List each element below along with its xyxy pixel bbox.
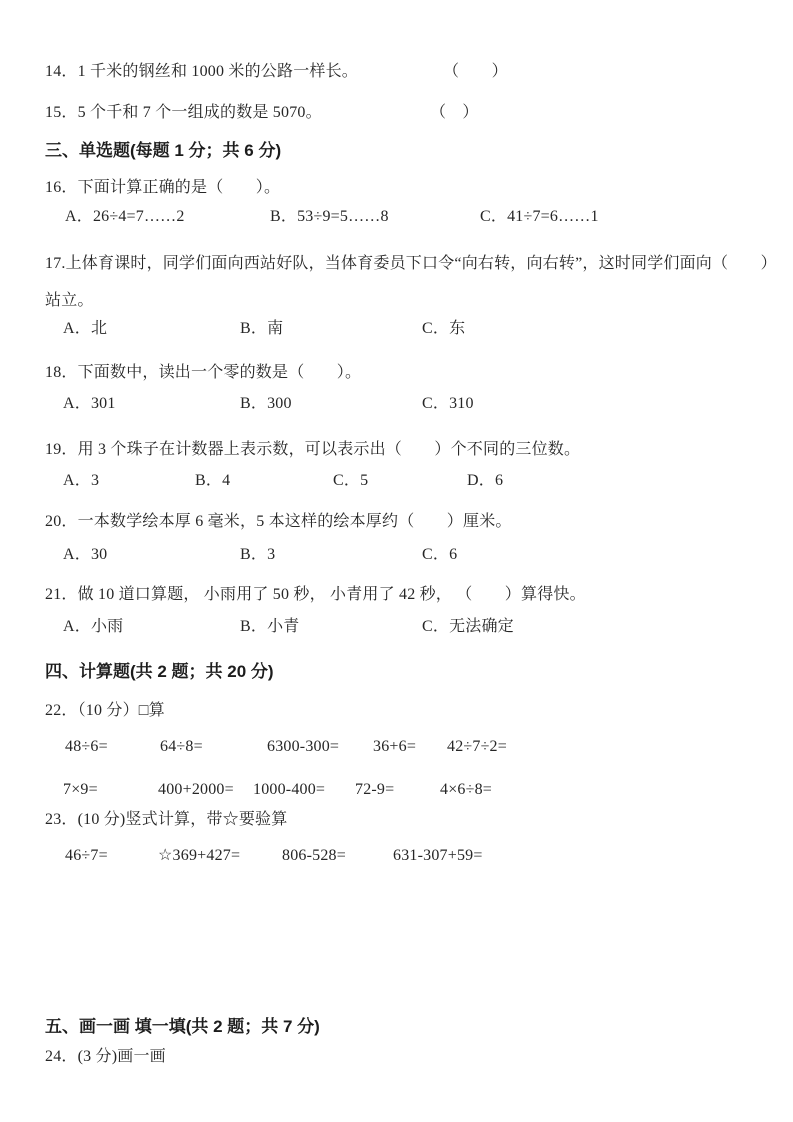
question-17-option-c: C．东 (422, 320, 466, 337)
question-16-text: 16．下面计算正确的是（ ）。 (45, 179, 281, 196)
question-18-option-c: C．310 (422, 395, 474, 412)
question-23-item-3: 806-528= (282, 847, 346, 864)
question-22-item-5: 42÷7÷2= (447, 738, 507, 755)
section-5-header: 五、画一画 填一填(共 2 题；共 7 分) (45, 1017, 320, 1036)
question-20-option-c: C．6 (422, 546, 458, 563)
question-22-text: 22．（10 分）□算 (45, 702, 165, 719)
question-22-item-1: 48÷6= (65, 738, 108, 755)
question-22-item-8: 1000-400= (253, 781, 326, 798)
question-17-option-b: B．南 (240, 320, 284, 337)
question-19-text: 19．用 3 个珠子在计数器上表示数，可以表示出（ ）个不同的三位数。 (45, 441, 581, 458)
question-22-item-9: 72-9= (355, 781, 395, 798)
question-21-text: 21．做 10 道口算题， 小雨用了 50 秒， 小青用了 42 秒， （ ）算得快。 (45, 586, 586, 603)
question-21-option-c: C．无法确定 (422, 618, 514, 635)
question-16-option-b: B．53÷9=5……8 (270, 208, 389, 225)
question-15-text: 15．5 个千和 7 个一组成的数是 5070。 (45, 104, 322, 121)
question-22-item-2: 64÷8= (160, 738, 203, 755)
question-23-text: 23．(10 分)竖式计算，带☆要验算 (45, 811, 288, 828)
question-22-item-10: 4×6÷8= (440, 781, 493, 798)
question-19-option-a: A．3 (63, 472, 100, 489)
question-23-item-4: 631-307+59= (393, 847, 483, 864)
question-17-text: 17.上体育课时，同学们面向西站好队，当体育委员下口令“向右转，向右转”，这时同学们面向（ ） (45, 255, 777, 272)
question-22-item-3: 6300-300= (267, 738, 340, 755)
question-16-option-c: C．41÷7=6……1 (480, 208, 599, 225)
question-14-answer-blank: （ ） (443, 63, 508, 80)
question-20-text: 20．一本数学绘本厚 6 毫米，5 本这样的绘本厚约（ ）厘米。 (45, 513, 512, 530)
question-22-item-7: 400+2000= (158, 781, 234, 798)
question-18-option-b: B．300 (240, 395, 292, 412)
question-19-option-d: D．6 (467, 472, 504, 489)
section-3-header: 三、单选题(每题 1 分；共 6 分) (45, 141, 282, 160)
question-21-option-b: B．小青 (240, 618, 300, 635)
question-20-option-b: B．3 (240, 546, 276, 563)
question-15-answer-blank: （ ） (430, 104, 479, 121)
section-4-header: 四、计算题(共 2 题；共 20 分) (45, 662, 274, 681)
question-22-item-6: 7×9= (63, 781, 98, 798)
question-19-option-c: C．5 (333, 472, 369, 489)
question-17-option-a: A．北 (63, 320, 108, 337)
question-23-item-1: 46÷7= (65, 847, 108, 864)
question-23-item-2: ☆369+427= (158, 847, 241, 864)
question-22-item-4: 36+6= (373, 738, 417, 755)
question-17-text-line2: 站立。 (45, 292, 94, 309)
question-21-option-a: A．小雨 (63, 618, 124, 635)
question-16-option-a: A．26÷4=7……2 (65, 208, 185, 225)
question-18-option-a: A．301 (63, 395, 116, 412)
question-24-text: 24．(3 分)画一画 (45, 1048, 166, 1065)
question-14-text: 14．1 千米的钢丝和 1000 米的公路一样长。 (45, 63, 359, 80)
question-20-option-a: A．30 (63, 546, 108, 563)
question-19-option-b: B．4 (195, 472, 231, 489)
question-18-text: 18．下面数中，读出一个零的数是（ ）。 (45, 364, 362, 381)
